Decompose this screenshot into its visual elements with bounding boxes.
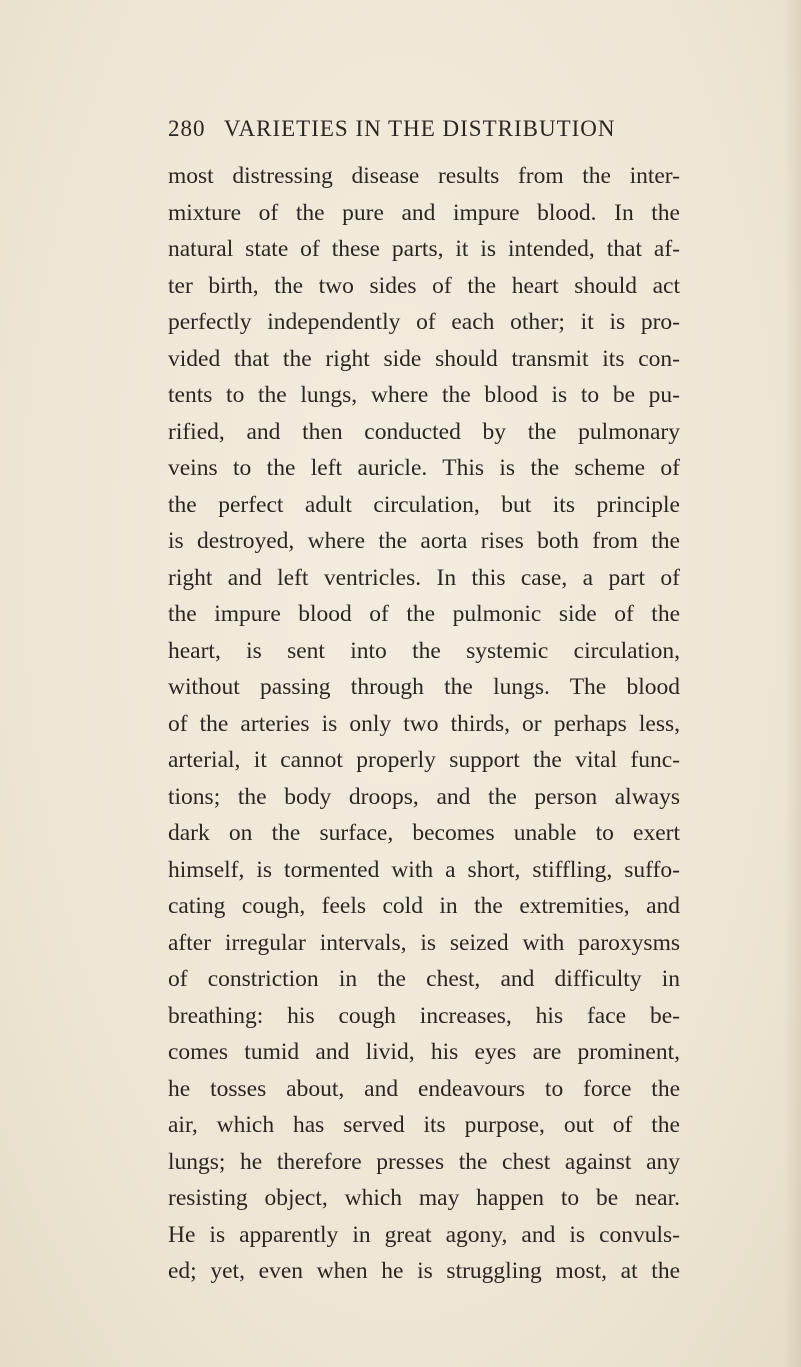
text-line: the perfect adult circulation, but its principle (168, 491, 680, 518)
text-line: He is apparently in great agony, and is convuls- (168, 1221, 680, 1248)
text-line: after irregular intervals, is seized with paroxysms (168, 929, 680, 956)
text-line: vided that the right side should transmit its con- (168, 345, 680, 372)
text-line: heart, is sent into the systemic circulation, (168, 637, 680, 664)
page-edge-shadow (783, 0, 801, 1367)
text-line: lungs; he therefore presses the chest against any (168, 1148, 680, 1175)
running-title: VARIETIES IN THE DISTRIBUTION (223, 116, 616, 141)
text-line: most distressing disease results from the inter- (168, 163, 680, 189)
body-text (168, 158, 680, 1290)
text-line: he tosses about, and endeavours to force the (168, 1075, 680, 1102)
text-line: dark on the surface, becomes unable to exert (168, 820, 680, 846)
text-line: ter birth, the two sides of the heart should act (168, 272, 680, 299)
text-line: without passing through the lungs. The blood (168, 674, 680, 700)
text-line: cating cough, feels cold in the extremities, and (168, 893, 680, 919)
text-line: natural state of these parts, it is intended, that af- (168, 236, 680, 262)
text-line: air, which has served its purpose, out of the (168, 1112, 680, 1138)
text-line: resisting object, which may happen to be near. (168, 1185, 680, 1211)
text-line: of constriction in the chest, and difficulty in (168, 966, 680, 992)
text-line: himself, is tormented with a short, stiffling, suffo- (168, 856, 680, 883)
running-head (168, 116, 688, 142)
text-line: tions; the body droops, and the person always (168, 783, 680, 810)
text-line: the impure blood of the pulmonic side of the (168, 601, 680, 627)
text-line: breathing: his cough increases, his face be- (168, 1002, 680, 1029)
text-line: rified, and then conducted by the pulmonary (168, 418, 680, 445)
text-line: tents to the lungs, where the blood is to be pu- (168, 382, 680, 408)
text-line: ed; yet, even when he is struggling most, at the (168, 1258, 680, 1284)
text-line: arterial, it cannot properly support the vital func- (168, 747, 680, 773)
text-line: veins to the left auricle. This is the scheme of (168, 455, 680, 481)
page-number: 280 (168, 116, 206, 141)
text-line: is destroyed, where the aorta rises both from the (168, 528, 680, 554)
text-line: of the arteries is only two thirds, or perhaps less, (168, 710, 680, 737)
text-line: mixture of the pure and impure blood. In the (168, 199, 680, 226)
text-line: comes tumid and livid, his eyes are prominent, (168, 1039, 680, 1065)
text-line: right and left ventricles. In this case, a part of (168, 564, 680, 591)
text-line: perfectly independently of each other; it is pro- (168, 309, 680, 335)
